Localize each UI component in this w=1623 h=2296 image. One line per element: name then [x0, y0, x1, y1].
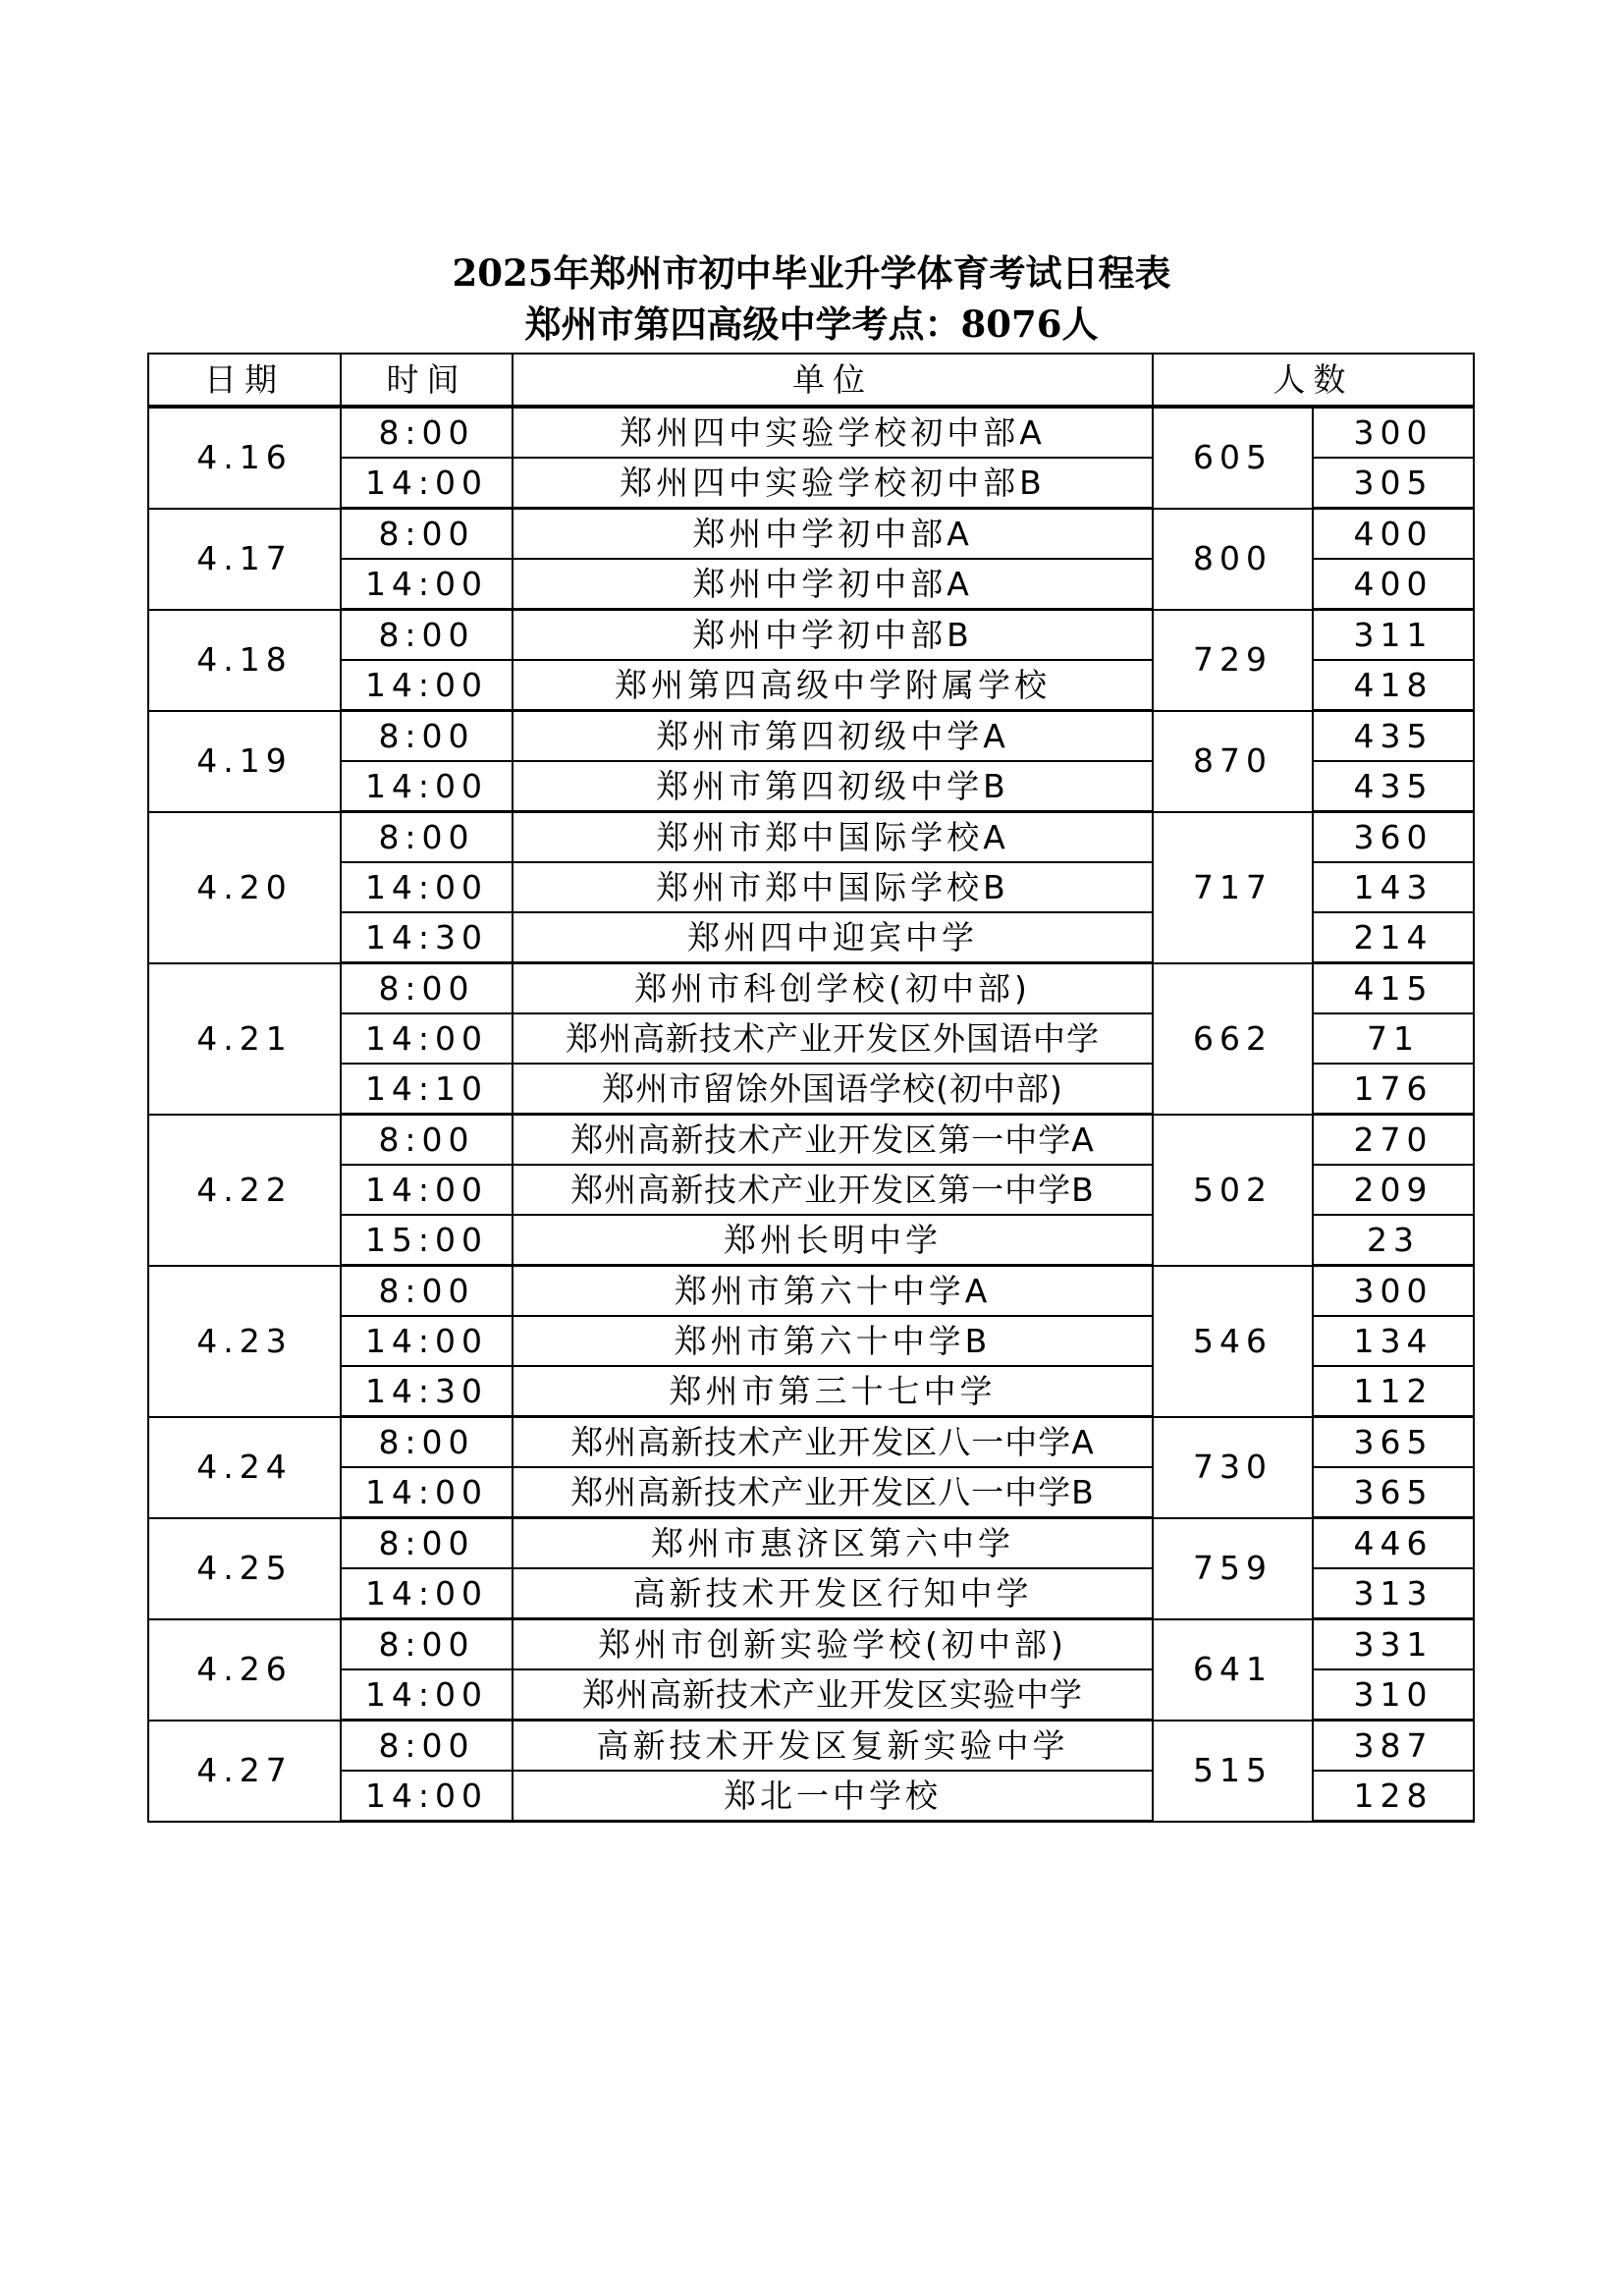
day-total-cell: 662 [1153, 963, 1313, 1115]
unit-cell: 高新技术开发区复新实验中学 [513, 1721, 1153, 1772]
header-date: 日期 [148, 354, 341, 407]
day-total-cell: 870 [1153, 711, 1313, 812]
table-row [148, 711, 1474, 762]
unit-cell: 郑州市科创学校(初中部) [513, 963, 1153, 1014]
header-time: 时间 [341, 354, 513, 407]
session-count-cell: 300 [1313, 1266, 1474, 1317]
unit-cell: 郑州中学初中部B [513, 610, 1153, 661]
unit-cell: 郑北一中学校 [513, 1771, 1153, 1822]
time-cell: 8:00 [341, 1619, 513, 1670]
session-count-cell: 112 [1313, 1366, 1474, 1417]
time-cell: 8:00 [341, 1518, 513, 1569]
time-cell: 8:00 [341, 1115, 513, 1166]
session-count-cell: 365 [1313, 1467, 1474, 1518]
unit-cell: 郑州中学初中部A [513, 509, 1153, 560]
document-subtitle: 郑州市第四高级中学考点：8076人 [524, 302, 1099, 346]
time-cell: 8:00 [341, 407, 513, 458]
day-total-cell: 515 [1153, 1721, 1313, 1822]
session-count-cell: 71 [1313, 1013, 1474, 1064]
table-row [148, 610, 1474, 661]
date-cell: 4.21 [148, 963, 341, 1115]
session-count-cell: 387 [1313, 1721, 1474, 1772]
table-row [148, 1721, 1474, 1772]
unit-cell: 郑州第四高级中学附属学校 [513, 660, 1153, 711]
date-cell: 4.17 [148, 509, 341, 610]
session-count-cell: 446 [1313, 1518, 1474, 1569]
date-cell: 4.18 [148, 610, 341, 711]
unit-cell: 郑州四中实验学校初中部A [513, 407, 1153, 458]
unit-cell: 郑州市留馀外国语学校(初中部) [513, 1064, 1153, 1115]
unit-cell: 郑州高新技术产业开发区八一中学A [513, 1417, 1153, 1468]
unit-cell: 郑州中学初中部A [513, 559, 1153, 610]
unit-cell: 郑州长明中学 [513, 1215, 1153, 1266]
time-cell: 14:00 [341, 761, 513, 812]
date-cell: 4.20 [148, 812, 341, 963]
time-cell: 14:00 [341, 1013, 513, 1064]
time-cell: 14:30 [341, 1366, 513, 1417]
session-count-cell: 23 [1313, 1215, 1474, 1266]
session-count-cell: 331 [1313, 1619, 1474, 1670]
day-total-cell: 730 [1153, 1417, 1313, 1518]
time-cell: 8:00 [341, 610, 513, 661]
date-cell: 4.16 [148, 407, 341, 509]
time-cell: 8:00 [341, 1417, 513, 1468]
date-cell: 4.24 [148, 1417, 341, 1518]
unit-cell: 郑州市第四初级中学B [513, 761, 1153, 812]
unit-cell: 郑州四中迎宾中学 [513, 912, 1153, 963]
document-header [0, 247, 1623, 350]
session-count-cell: 176 [1313, 1064, 1474, 1115]
session-count-cell: 143 [1313, 862, 1474, 912]
time-cell: 8:00 [341, 1266, 513, 1317]
session-count-cell: 134 [1313, 1316, 1474, 1366]
day-total-cell: 641 [1153, 1619, 1313, 1721]
header-unit: 单位 [513, 354, 1153, 407]
unit-cell: 郑州高新技术产业开发区外国语中学 [513, 1013, 1153, 1064]
session-count-cell: 360 [1313, 812, 1474, 863]
unit-cell: 郑州市第三十七中学 [513, 1366, 1153, 1417]
unit-cell: 郑州高新技术产业开发区实验中学 [513, 1669, 1153, 1721]
time-cell: 14:00 [341, 862, 513, 912]
unit-cell: 郑州四中实验学校初中部B [513, 458, 1153, 509]
session-count-cell: 128 [1313, 1771, 1474, 1822]
unit-cell: 郑州市创新实验学校(初中部) [513, 1619, 1153, 1670]
session-count-cell: 300 [1313, 407, 1474, 458]
day-total-cell: 546 [1153, 1266, 1313, 1417]
date-cell: 4.19 [148, 711, 341, 812]
day-total-cell: 502 [1153, 1115, 1313, 1266]
table-row [148, 1115, 1474, 1166]
time-cell: 14:00 [341, 1771, 513, 1822]
unit-cell: 郑州市惠济区第六中学 [513, 1518, 1153, 1569]
schedule-body [148, 407, 1474, 1822]
session-count-cell: 214 [1313, 912, 1474, 963]
time-cell: 14:00 [341, 559, 513, 610]
unit-cell: 郑州市第六十中学A [513, 1266, 1153, 1317]
session-count-cell: 435 [1313, 761, 1474, 812]
header-count: 人数 [1153, 354, 1474, 407]
session-count-cell: 400 [1313, 509, 1474, 560]
unit-cell: 郑州市第四初级中学A [513, 711, 1153, 762]
table-header-row [148, 354, 1474, 407]
session-count-cell: 400 [1313, 559, 1474, 610]
time-cell: 14:00 [341, 458, 513, 509]
table-row [148, 407, 1474, 458]
session-count-cell: 313 [1313, 1568, 1474, 1619]
session-count-cell: 209 [1313, 1165, 1474, 1215]
day-total-cell: 759 [1153, 1518, 1313, 1619]
time-cell: 14:00 [341, 1568, 513, 1619]
document-title: 2025年郑州市初中毕业升学体育考试日程表 [452, 251, 1171, 295]
table-row [148, 1619, 1474, 1670]
day-total-cell: 717 [1153, 812, 1313, 963]
time-cell: 14:00 [341, 1669, 513, 1721]
session-count-cell: 435 [1313, 711, 1474, 762]
time-cell: 8:00 [341, 509, 513, 560]
unit-cell: 郑州高新技术产业开发区第一中学B [513, 1165, 1153, 1215]
time-cell: 14:00 [341, 1165, 513, 1215]
date-cell: 4.25 [148, 1518, 341, 1619]
table-row [148, 963, 1474, 1014]
time-cell: 8:00 [341, 963, 513, 1014]
time-cell: 8:00 [341, 812, 513, 863]
unit-cell: 郑州市郑中国际学校B [513, 862, 1153, 912]
unit-cell: 郑州高新技术产业开发区第一中学A [513, 1115, 1153, 1166]
unit-cell: 郑州市第六十中学B [513, 1316, 1153, 1366]
date-cell: 4.22 [148, 1115, 341, 1266]
time-cell: 14:00 [341, 1316, 513, 1366]
time-cell: 14:30 [341, 912, 513, 963]
time-cell: 14:00 [341, 1467, 513, 1518]
table-row [148, 1266, 1474, 1317]
date-cell: 4.27 [148, 1721, 341, 1822]
table-row [148, 812, 1474, 863]
date-cell: 4.23 [148, 1266, 341, 1417]
session-count-cell: 311 [1313, 610, 1474, 661]
table-row [148, 509, 1474, 560]
unit-cell: 郑州高新技术产业开发区八一中学B [513, 1467, 1153, 1518]
session-count-cell: 270 [1313, 1115, 1474, 1166]
time-cell: 15:00 [341, 1215, 513, 1266]
session-count-cell: 418 [1313, 660, 1474, 711]
time-cell: 8:00 [341, 711, 513, 762]
day-total-cell: 800 [1153, 509, 1313, 610]
schedule-table [147, 353, 1475, 1823]
time-cell: 8:00 [341, 1721, 513, 1772]
date-cell: 4.26 [148, 1619, 341, 1721]
unit-cell: 高新技术开发区行知中学 [513, 1568, 1153, 1619]
table-row [148, 1518, 1474, 1569]
session-count-cell: 305 [1313, 458, 1474, 509]
unit-cell: 郑州市郑中国际学校A [513, 812, 1153, 863]
session-count-cell: 310 [1313, 1669, 1474, 1721]
time-cell: 14:10 [341, 1064, 513, 1115]
day-total-cell: 729 [1153, 610, 1313, 711]
session-count-cell: 415 [1313, 963, 1474, 1014]
time-cell: 14:00 [341, 660, 513, 711]
day-total-cell: 605 [1153, 407, 1313, 509]
table-row [148, 1417, 1474, 1468]
session-count-cell: 365 [1313, 1417, 1474, 1468]
